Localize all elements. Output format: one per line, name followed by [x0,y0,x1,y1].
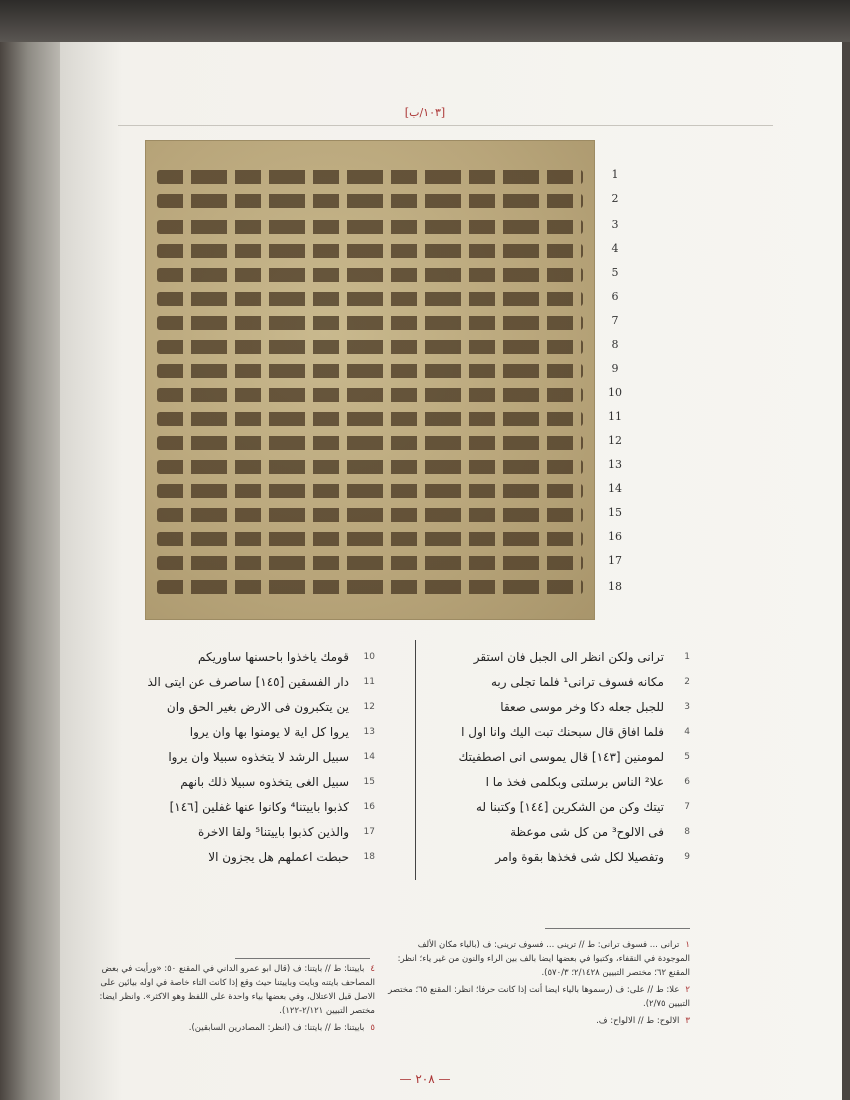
manuscript-image [145,140,595,620]
line-number: 3 [611,218,619,231]
line-number: 16 [608,530,622,543]
footnotes-left [85,962,375,1035]
line-number: 17 [608,554,622,567]
transcription-line: يروا كل اية لا يومنوا بها وان يروا 13 [189,725,375,739]
transcription-line: علا² الناس برسلتى وبكلمى فخذ ما ا 6 [485,775,690,789]
line-number: 18 [608,580,622,593]
column-divider [415,640,416,880]
footnote-rule-left [235,958,370,959]
transcription-left-column [125,650,375,880]
transcription-line: لمومنين [١٤٣] قال يموسى انى اصطفيتك 5 [458,750,690,764]
transcription-line: للجبل جعله دكا وخر موسى صعقا 3 [500,700,690,714]
transcription-line: سبيل الرشد لا يتخذوه سبيلا وان يروا 14 [168,750,375,764]
line-number: 13 [608,458,622,471]
page-right-edge [842,42,850,1100]
footnotes-right [385,938,690,1028]
transcription-line: تيتك وكن من الشكرين [١٤٤] وكتبنا له 7 [475,800,690,814]
transcription-line: فلما افاق قال سبحنك تبت اليك وانا اول ا 4 [461,725,690,739]
line-number: 2 [611,192,619,205]
transcription-line: والذين كذبوا باييتنا⁵ ولقا الاخرة 17 [197,825,375,839]
footnote: ٥باييتنا: ط // بايتنا: ف (انظر: المصادرين السابقين). [188,1023,375,1033]
line-number: 4 [611,242,619,255]
line-number: 8 [611,338,619,351]
footnote: ٢علا: ط // على: ف (رسموها بالياء ايضا أنت إذا كانت حرفا؛ انظر: المقنع ٦٥؛ مختصر التبيين ٢/٧٥). [388,985,690,1009]
line-number: 5 [611,266,619,279]
transcription-line: ترانى ولكن انظر الى الجبل فان استقر 1 [473,650,690,664]
transcription-line: فى الالوح³ من كل شى موعظة 8 [510,825,690,839]
line-number: 1 [611,168,619,181]
footnote-rule-right [545,928,690,929]
transcription-line: دار الفسقين [١٤٥] ساصرف عن ايتى الذ 11 [147,675,375,689]
footnote: ٣الالوح: ط // الالواح: ف. [596,1016,690,1026]
line-number: 10 [608,386,622,399]
line-number: 6 [611,290,619,303]
transcription-line: وتفصيلا لكل شى فخذها بقوة وامر 9 [495,850,690,864]
top-edge [0,0,850,42]
transcription-right-column [420,650,690,880]
transcription-line: كذبوا باييتنا⁴ وكانوا عنها غفلين [١٤٦] 16 [169,800,375,814]
transcription-line: قومك ياخذوا باحسنها ساوريكم 10 [198,650,375,664]
transcription-line: ين يتكبرون فى الارض بغير الحق وان 12 [166,700,375,714]
header-rule [118,125,773,126]
footnote: ١ترانى ... فسوف ترانى: ط // ترينى ... فسوف ترينى: ف (بالياء مكان الألف الموجودة في النقفاء، وكتبوا في بعضها ايضا بالف بين الراء والنون من غير ياء؛ انظر: المقنع ٦٢؛ مختصر التبيين ٢/١٤٢٨؛ ٥٧٠/٣). [397,940,690,978]
line-number: 15 [608,506,622,519]
line-number: 9 [611,362,619,375]
transcription-line: مكانه فسوف ترانى¹ فلما تجلى ربه 2 [490,675,690,689]
transcription-line: سبيل الغى يتخذوه سبيلا ذلك بانهم 15 [180,775,375,789]
footnote: ٤باييتنا: ط // بايتنا: ف (قال ابو عمرو الداني في المقنع ٥٠: «ورأيت في بعض المصاحف بايتنه وبايت وباييتنا حيث وقع إذا كانت التاء خاصة في اوله بيائين على الاصل قبل الاعتلال، وفي بعضها بياء واحدة على اللفظ وهو الاكثر». وانظر ايضا: مختصر التبيين ٢/١٢١-١٢٢). [99,964,375,1016]
line-number: 11 [608,410,622,423]
transcription-line: حبطت اعملهم هل يجزون الا 18 [208,850,375,864]
folio-reference: [١٠٣/ب] [404,106,446,119]
line-number: 12 [608,434,622,447]
page-number: — ٢٠٨ — [399,1072,451,1086]
line-number: 7 [611,314,619,327]
line-number: 14 [608,482,622,495]
